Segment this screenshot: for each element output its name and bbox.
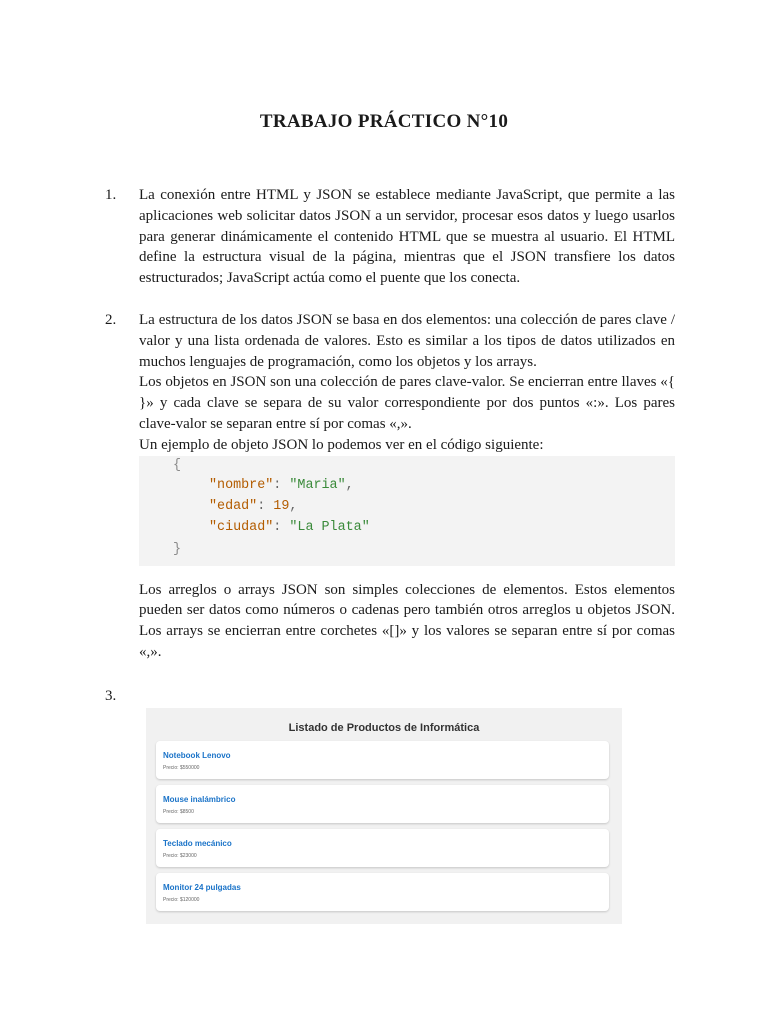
code-suffix: , bbox=[345, 477, 354, 493]
code-key: "edad" bbox=[209, 498, 258, 514]
code-suffix: , bbox=[289, 498, 298, 514]
page-title: TRABAJO PRÁCTICO N°10 bbox=[259, 111, 509, 132]
paragraph: Un ejemplo de objeto JSON lo podemos ver en el código siguiente: bbox=[139, 436, 544, 453]
product-price: Precio: $23000 bbox=[163, 853, 197, 859]
code-value: "La Plata" bbox=[289, 519, 370, 535]
code-line: "nombre": "Maria", bbox=[209, 477, 354, 493]
product-card[interactable] bbox=[156, 873, 609, 911]
code-line: "edad": 19, bbox=[209, 498, 298, 514]
item-number: 1. bbox=[105, 187, 117, 203]
product-card[interactable] bbox=[156, 741, 609, 779]
list-item-1 bbox=[105, 185, 675, 289]
code-line: "ciudad": "La Plata" bbox=[209, 519, 370, 535]
product-card[interactable] bbox=[156, 785, 609, 823]
product-name: Notebook Lenovo bbox=[163, 751, 231, 760]
product-name: Mouse inalámbrico bbox=[163, 795, 236, 804]
product-list-title: Listado de Productos de Informática bbox=[288, 722, 480, 734]
product-name: Teclado mecánico bbox=[163, 839, 232, 848]
product-price: Precio: $8500 bbox=[163, 809, 194, 815]
code-open-brace: { bbox=[173, 457, 182, 473]
code-close-brace: } bbox=[173, 541, 182, 557]
paragraph: Los arreglos o arrays JSON son simples colecciones de elementos. Estos elementos pueden ser datos como números o cadenas pero también otros arreglos u objetos JSON. Los arrays se encierran entre corchetes «[]» y los valores se separan entre sí por comas «,». bbox=[139, 581, 675, 660]
list-item-2 bbox=[105, 310, 675, 663]
code-block bbox=[139, 456, 675, 566]
item-number: 3. bbox=[105, 688, 117, 704]
product-price: Precio: $120000 bbox=[163, 897, 200, 903]
code-key: "ciudad" bbox=[209, 519, 274, 535]
product-name: Monitor 24 pulgadas bbox=[163, 883, 241, 892]
item-number: 2. bbox=[105, 312, 117, 328]
paragraph: La conexión entre HTML y JSON se establece mediante JavaScript, que permite a las aplicaciones web solicitar datos JSON a un servidor, procesar esos datos y luego usarlos para generar dinámicamente el contenido HTML que se muestra al usuario. El HTML define la estructura visual de la página, mientras que el JSON transfiere los datos estructurados; JavaScript actúa como el puente que los conecta. bbox=[139, 187, 675, 287]
code-value: 19 bbox=[273, 498, 290, 514]
paragraph: Los objetos en JSON son una colección de pares clave-valor. Se encierran entre llaves «{ }» y cada clave se separa de su valor correspondiente por dos puntos «:». Los pares clave-valor se separan entre sí por comas «,». bbox=[139, 374, 675, 432]
embedded-screenshot bbox=[146, 708, 622, 924]
product-card[interactable] bbox=[156, 829, 609, 867]
product-price: Precio: $550000 bbox=[163, 765, 200, 771]
paragraph: La estructura de los datos JSON se basa en dos elementos: una colección de pares clave / valor y una lista ordenada de valores. Esto es similar a los tipos de datos utilizados en muchos lenguajes de programación, como los objetos y los arrays. bbox=[139, 312, 675, 370]
code-value: "Maria" bbox=[289, 477, 346, 493]
code-key: "nombre" bbox=[209, 477, 274, 493]
